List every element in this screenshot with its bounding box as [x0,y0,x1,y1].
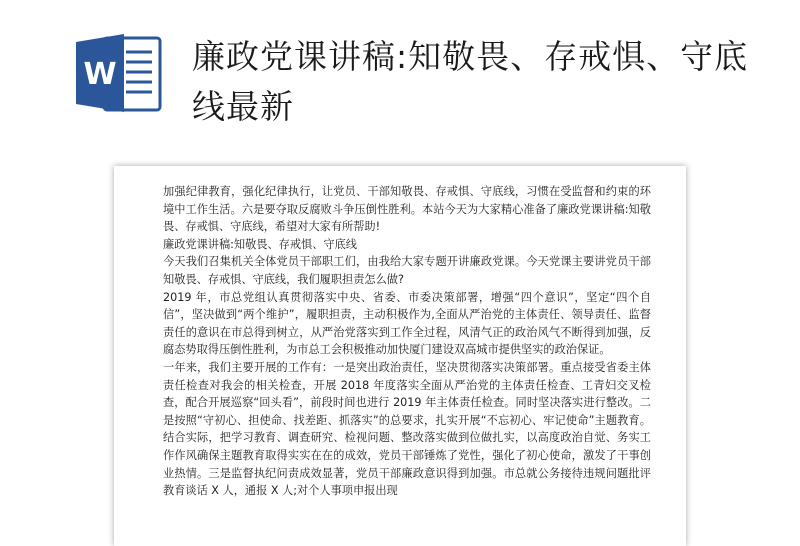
document-body [163,183,651,500]
paragraph: 加强纪律教育，强化纪律执行，让党员、干部知敬畏、存戒惧、守底线，习惯在受监督和约束的环境中工作生活。六是要夺取反腐败斗争压倒性胜利。本站今天为大家精心准备了廉政党课讲稿:知敬畏、存戒惧、守底线，希望对大家有所帮助! [163,185,651,234]
document-header [0,0,800,165]
svg-text:W: W [83,57,117,92]
paragraph: 一年来，我们主要开展的工作有：一是突出政治责任，坚决贯彻落实决策部署。重点接受省委主体责任检查对我会的相关检查，开展 2018 年度落实全面从严治党的主体责任检查、工青妇交叉检查，配合开展巡察“回头看”，前段时间也进行 2019 年主体责任检查。同时坚决落实进行整改。二是按照“守初心、担使命、找差距、抓落实”的总要求，扎实开展“不忘初心、牢记使命”主题教育。结合实际，把学习教育、调查研究、检视问题、整改落实做到位做扎实，以高度政治自觉、务实工作作风确保主题教育取得实实在在的成效，党员干部锤炼了党性，强化了初心使命，激发了干事创业热情。三是监督执纪问责成效显著，党员干部廉政意识得到加强。市总就公务接待违规问题批评教育谈话 X 人，通报 X 人;对个人事项申报出现 [163,360,651,498]
paragraph: 廉政党课讲稿:知敬畏、存戒惧、守底线 [163,237,357,251]
word-document-icon [74,32,164,114]
document-title: 廉政党课讲稿:知敬畏、存戒惧、守底线最新 [192,37,749,126]
paragraph: 2019 年，市总党组认真贯彻落实中央、省委、市委决策部署，增强“四个意识”，坚定“四个自信”，坚决做到“两个维护”，履职担责，主动积极作为,全面从严治党的主体责任、领导责任、监督责任的意识在市总得到树立，从严治党落实到工作全过程，风清气正的政治风气不断得到加强，反腐态势取得压倒性胜利，为市总工会积极推动加快厦门建设双高城市提供坚实的政治保证。 [163,290,651,357]
paragraph: 今天我们召集机关全体党员干部职工们，由我给大家专题开讲廉政党课。今天党课主要讲党员干部知敬畏、存戒惧、守底线，我们履职担责怎么做? [163,255,651,286]
document-page [114,166,686,546]
